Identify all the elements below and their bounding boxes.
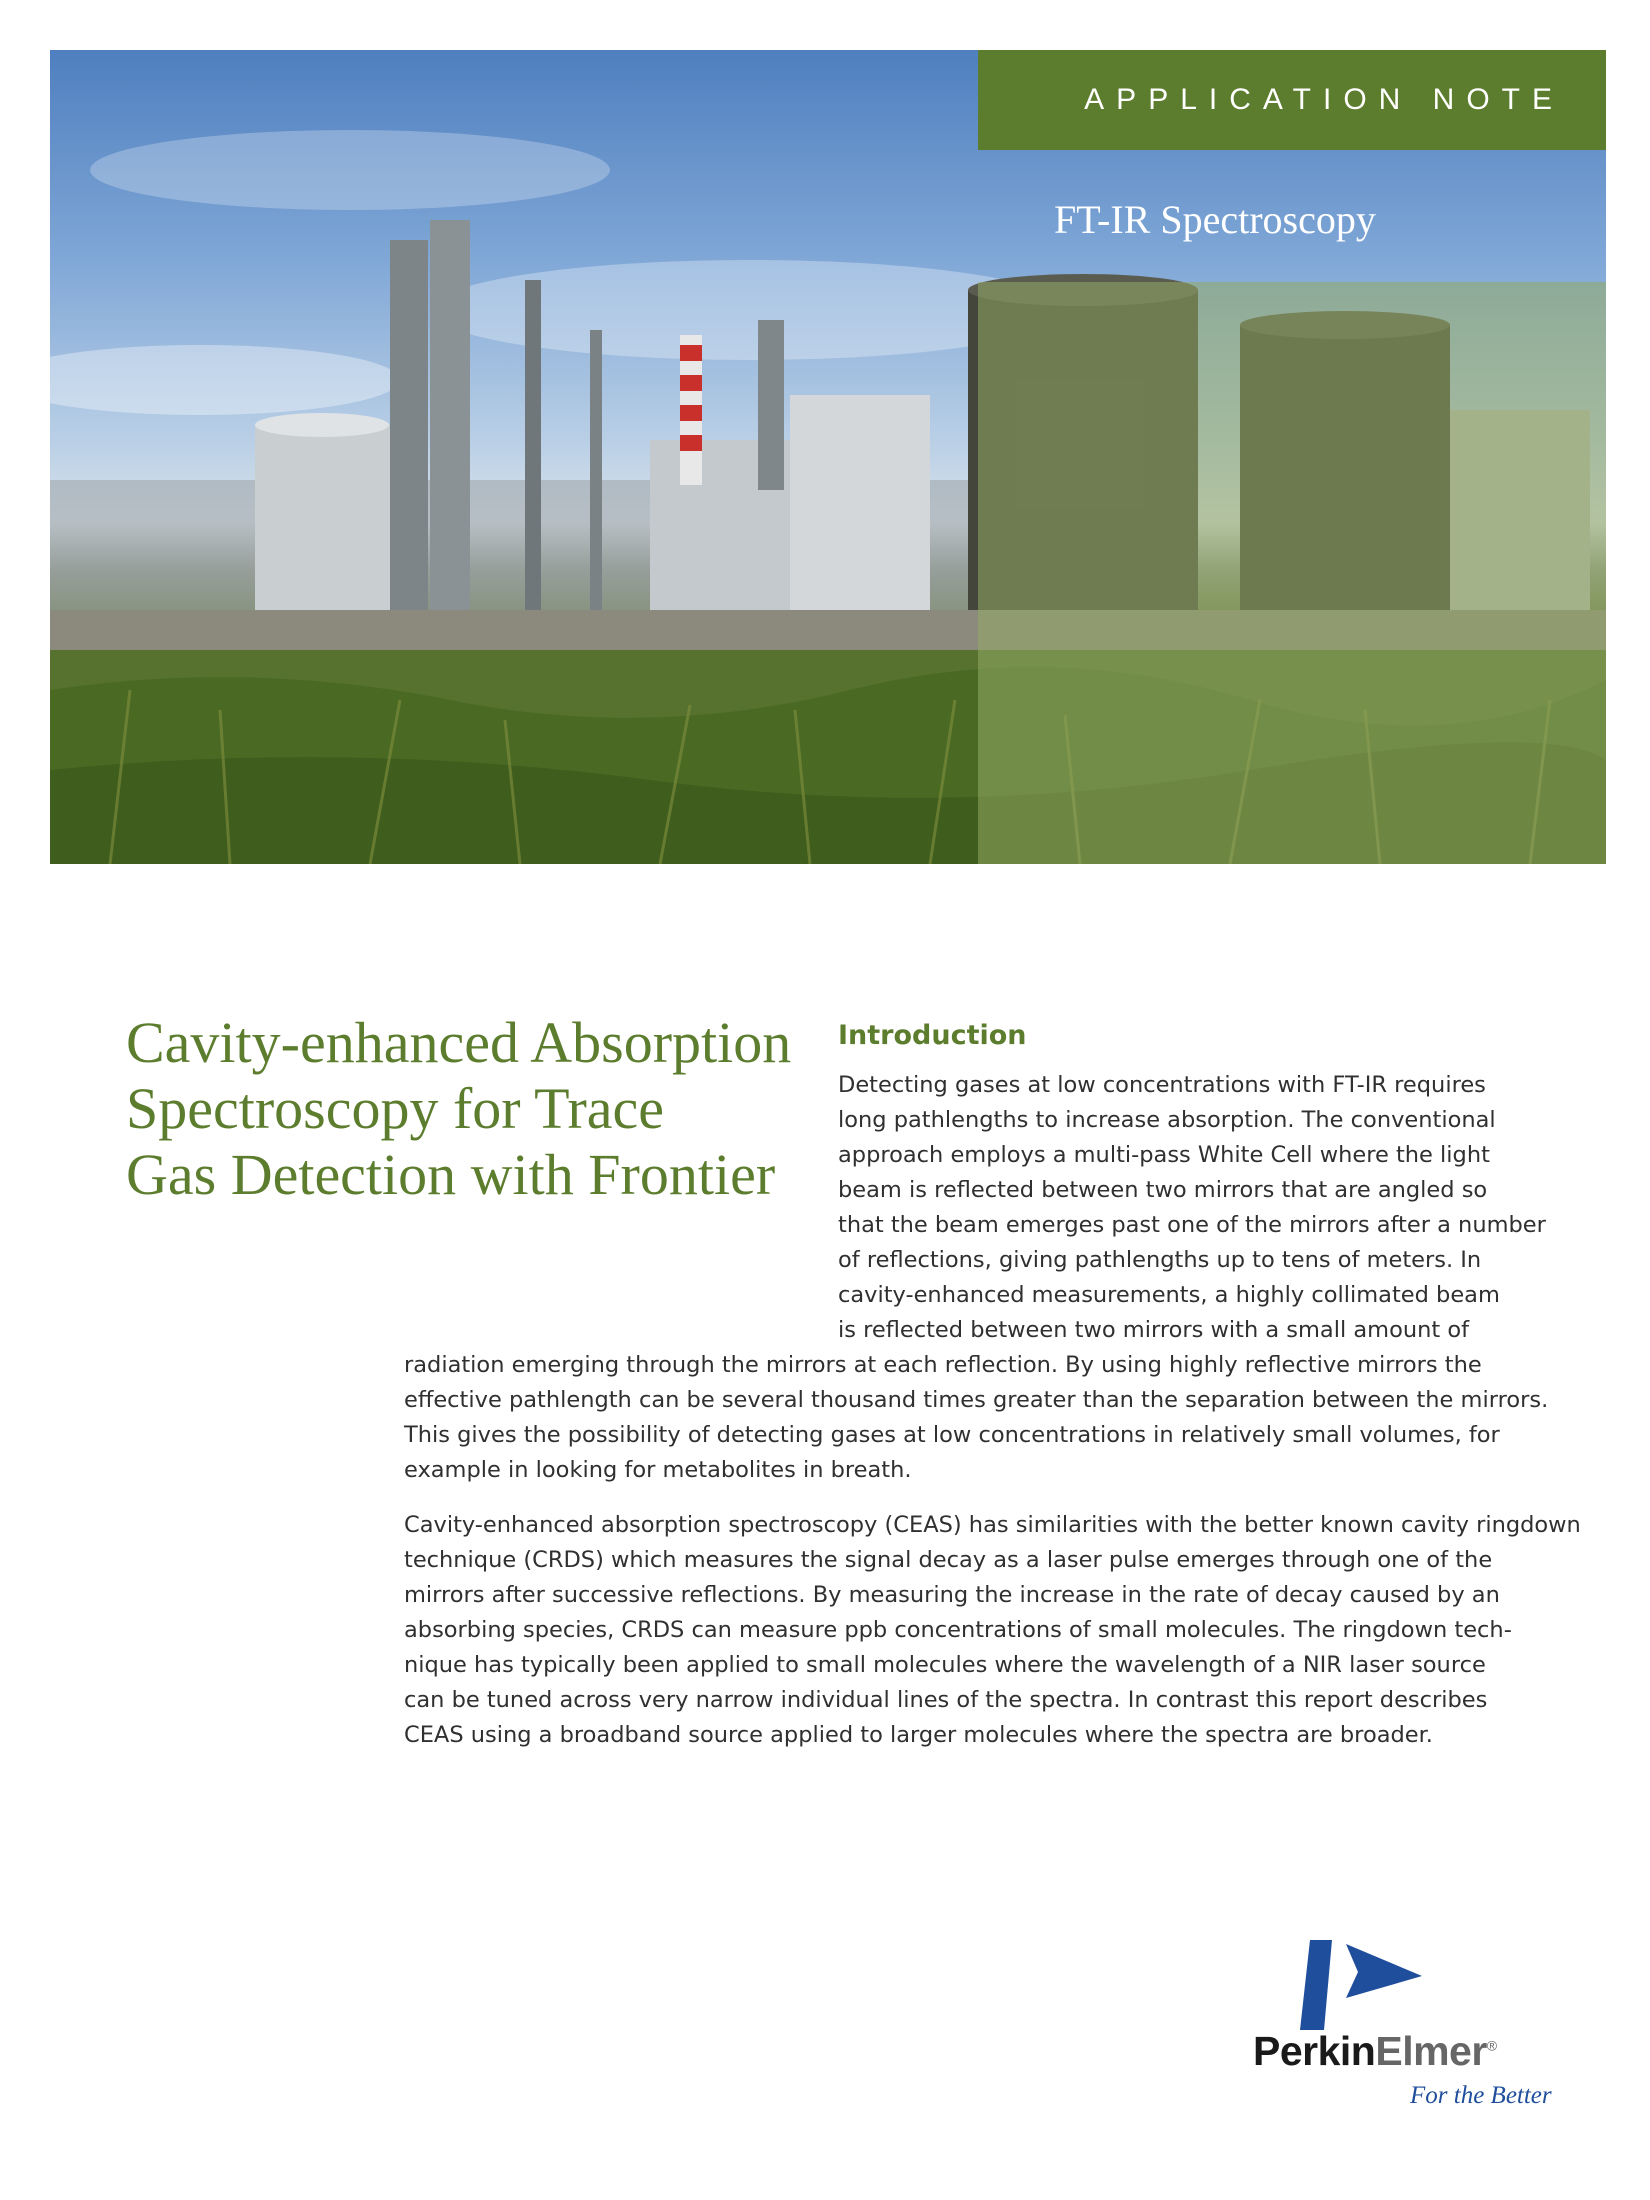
title-line: Spectroscopy for Trace (126, 1076, 665, 1141)
text-line: cavity-enhanced measurements, a highly collimated beam (838, 1282, 1500, 1308)
ceas-paragraph (404, 1508, 1581, 1753)
text-line: approach employs a multi-pass White Cell where the light (838, 1142, 1490, 1168)
text-line: Cavity-enhanced absorption spectroscopy (CEAS) has similarities with the better known cavity ringdown (404, 1512, 1581, 1538)
text-line: beam is reflected between two mirrors that are angled so (838, 1177, 1488, 1203)
text-line: effective pathlength can be several thousand times greater than the separation between the mirrors. (404, 1387, 1549, 1413)
introduction-heading: Introduction (838, 1020, 1027, 1051)
text-line: is reflected between two mirrors with a small amount of (838, 1317, 1470, 1343)
company-tagline: For the Better (1410, 2082, 1552, 2109)
introduction-text-wide (404, 1348, 1548, 1488)
text-line: that the beam emerges past one of the mirrors after a number (838, 1212, 1546, 1238)
title-line: Gas Detection with Frontier (126, 1142, 776, 1207)
text-line: example in looking for metabolites in breath. (404, 1457, 912, 1483)
introduction-text-narrow (838, 1068, 1546, 1348)
text-line: nique has typically been applied to small molecules where the wavelength of a NIR laser source (404, 1652, 1486, 1678)
company-wordmark (1253, 2028, 1497, 2075)
text-line: long pathlengths to increase absorption. The conventional (838, 1107, 1496, 1133)
text-line: Detecting gases at low concentrations with FT-IR requires (838, 1072, 1486, 1098)
hero-image (50, 50, 1606, 864)
text-line: absorbing species, CRDS can measure ppb concentrations of small molecules. The ringdown tech- (404, 1617, 1512, 1643)
perkinelmer-logo-icon (1300, 1940, 1430, 2030)
wordmark-elmer: Elmer (1375, 2028, 1487, 2074)
application-note-badge: APPLICATION NOTE (978, 50, 1606, 150)
green-tint-overlay (978, 282, 1606, 864)
category-label: FT-IR Spectroscopy (1054, 197, 1376, 242)
title-line: Cavity-enhanced Absorption (126, 1010, 792, 1075)
text-line: mirrors after successive reflections. By measuring the increase in the rate of decay caused by an (404, 1582, 1500, 1608)
text-line: technique (CRDS) which measures the signal decay as a laser pulse emerges through one of the (404, 1547, 1493, 1573)
page-title (126, 1010, 806, 1208)
text-line: can be tuned across very narrow individual lines of the spectra. In contrast this report describes (404, 1687, 1488, 1713)
wordmark-perkin: Perkin (1253, 2028, 1376, 2074)
text-line: of reflections, giving pathlengths up to tens of meters. In (838, 1247, 1482, 1273)
registered-mark: ® (1486, 2037, 1497, 2054)
text-line: CEAS using a broadband source applied to larger molecules where the spectra are broader. (404, 1722, 1433, 1748)
text-line: radiation emerging through the mirrors at each reflection. By using highly reflective mirrors the (404, 1352, 1482, 1378)
text-line: This gives the possibility of detecting gases at low concentrations in relatively small volumes, for (404, 1422, 1500, 1448)
